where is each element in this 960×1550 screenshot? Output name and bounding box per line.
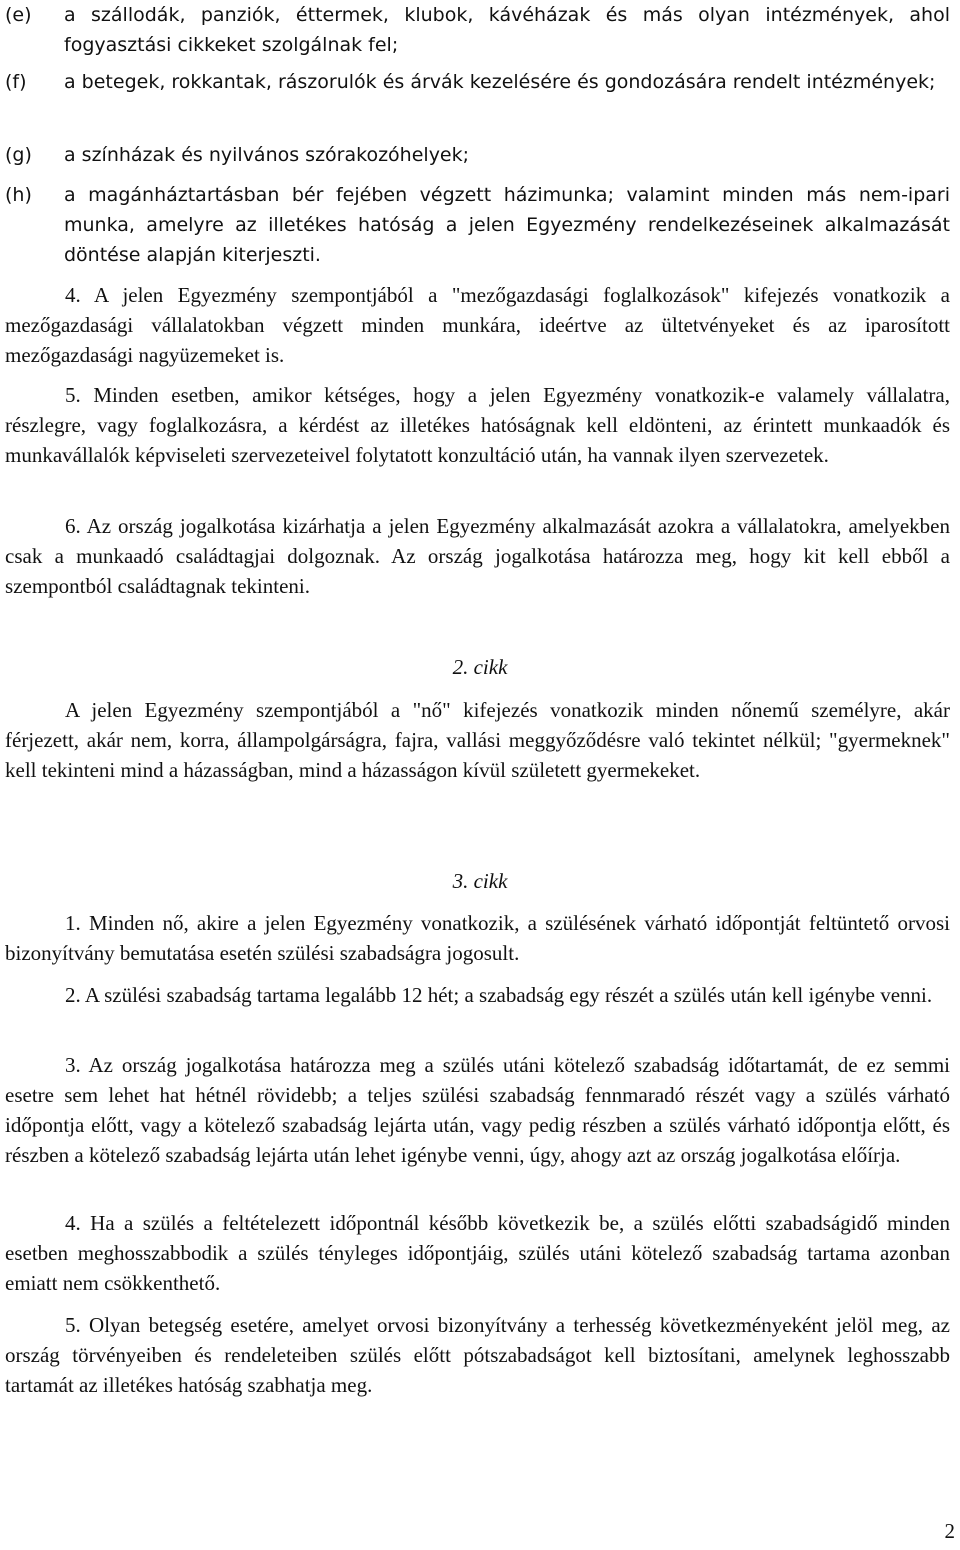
- list-item-f: [0, 67, 950, 97]
- article-3-paragraph-5: 5. Olyan betegség esetére, amelyet orvosi bizonyítvány a terhesség következményeként jelöl meg, az ország törvényeiben és rendeleteiben szülés előtt pótszabadságot kell biztosítani, amelynek leghosszabb tartamát az illetékes hatóság szabhatja meg.: [5, 1313, 950, 1397]
- list-text: a betegek, rokkantak, rászorulók és árvák kezelésére és gondozására rendelt intézmények;: [64, 71, 936, 93]
- article-3-heading: 3. cikk: [452, 869, 508, 893]
- list-item-h: [0, 180, 950, 270]
- article-3-paragraph-3: 3. Az ország jogalkotása határozza meg a szülés utáni kötelező szabadság időtartamát, de ez semmi esetre sem lehet hat hétnél rövidebb; a teljes szülési szabadság fennmaradó részét vagy a szülés várható időpontja előtt, vagy a kötelező szabadság lejárta után, vagy pedig részben a szülés várható időpontja előtt, és részben a kötelező szabadság lejárta után lehet igénybe venni, úgy, ahogy azt az ország jogalkotása előírja.: [5, 1053, 950, 1167]
- list-label: (e): [5, 4, 32, 26]
- paragraph-4: 4. A jelen Egyezmény szempontjából a "mezőgazdasági foglalkozások" kifejezés vonatkozik a mezőgazdasági vállalatokban végzett minden munkára, ideértve az ültetvényeket és az iparosított mezőgazdasági nagyüzemeket is.: [5, 283, 950, 367]
- article-3-paragraph-1: 1. Minden nő, akire a jelen Egyezmény vonatkozik, a szülésének várható időpontját feltüntető orvosi bizonyítvány bemutatása esetén szülési szabadságra jogosult.: [5, 911, 950, 965]
- list-item-e: [0, 0, 950, 60]
- article-3-paragraph-2: 2. A szülési szabadság tartama legalább 12 hét; a szabadság egy részét a szülés után kell igénybe venni.: [65, 983, 933, 1007]
- article-2-heading: 2. cikk: [452, 655, 508, 679]
- list-text: a szállodák, panziók, éttermek, klubok, kávéházak és más olyan intézmények, ahol fogyasztási cikkeket szolgálnak fel;: [64, 4, 950, 56]
- article-2-text: A jelen Egyezmény szempontjából a "nő" kifejezés vonatkozik minden nőnemű személyre, akár férjezett, akár nem, korra, állampolgárságra, fajra, vallási meggyőződésre való tekintet nélkül; "gyermeknek" kell tekinteni mind a házasságban, mind a házasságon kívül született gyermekeket.: [5, 698, 950, 782]
- paragraph-5: 5. Minden esetben, amikor kétséges, hogy a jelen Egyezmény vonatkozik-e valamely vállalatra, részlegre, vagy foglalkozásra, a kérdést az illetékes hatóságnak kell eldönteni, az érintett munkaadók és munkavállalók képviseleti szervezeteivel folytatott konzultáció után, ha vannak ilyen szervezetek.: [5, 383, 950, 467]
- list-label: (g): [5, 144, 32, 166]
- article-3-paragraph-4: 4. Ha a szülés a feltételezett időpontnál később következik be, a szülés előtti szabadságidő minden esetben meghosszabbodik a szülés tényleges időpontjáig, szülés utáni kötelező szabadság tartama azonban emiatt nem csökkenthető.: [5, 1211, 950, 1295]
- page-number: 2: [944, 1519, 955, 1543]
- list-label: (h): [5, 184, 32, 206]
- list-item-g: [0, 140, 950, 170]
- list-text: a magánháztartásban bér fejében végzett házimunka; valamint minden más nem-ipari munka, amelyre az illetékes hatóság a jelen Egyezmény rendelkezéseinek alkalmazását döntése alapján kiterjeszti.: [64, 184, 950, 266]
- paragraph-6: 6. Az ország jogalkotása kizárhatja a jelen Egyezmény alkalmazását azokra a vállalatokra, amelyekben csak a munkaadó családtagjai dolgoznak. Az ország jogalkotása határozza meg, hogy kit kell ebből a szempontból családtagnak tekinteni.: [5, 514, 950, 598]
- list-text: a színházak és nyilvános szórakozóhelyek;: [64, 144, 470, 166]
- list-label: (f): [5, 71, 27, 93]
